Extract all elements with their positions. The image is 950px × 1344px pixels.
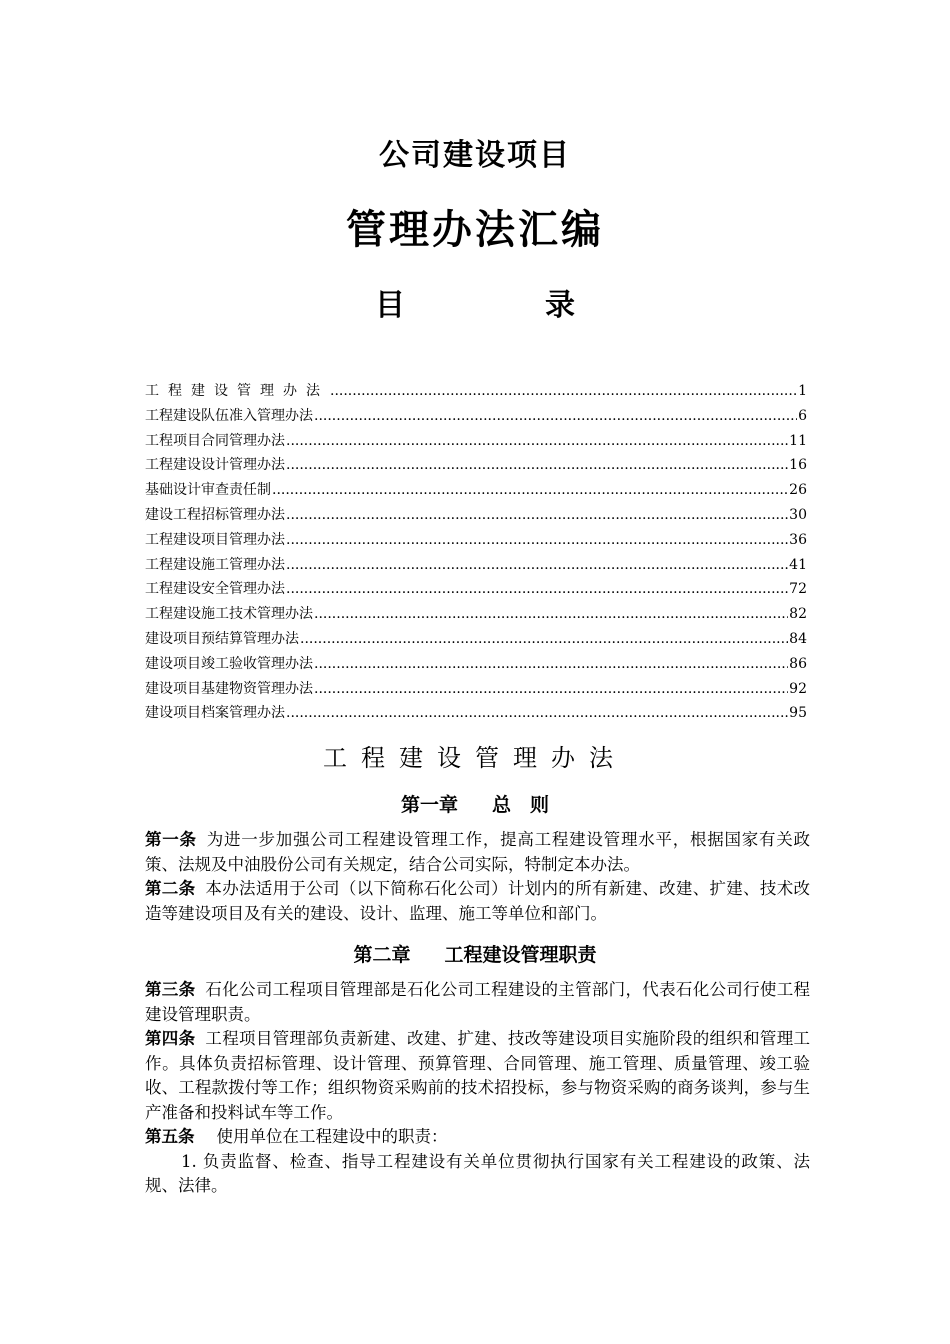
toc-entry-page: 84 bbox=[789, 630, 807, 647]
toc-entry[interactable] bbox=[145, 652, 807, 677]
toc-leader-dots bbox=[314, 602, 788, 627]
toc-entry[interactable] bbox=[145, 627, 807, 652]
article-paragraph bbox=[145, 877, 810, 926]
toc-entry[interactable] bbox=[145, 553, 807, 578]
toc-heading-char1: 目 bbox=[375, 288, 405, 323]
toc-heading bbox=[0, 280, 950, 323]
chapter-heading-1 bbox=[0, 790, 950, 817]
toc-entry[interactable] bbox=[145, 503, 807, 528]
toc-entry-page: 26 bbox=[789, 482, 807, 499]
toc-leader-dots bbox=[272, 478, 788, 503]
toc-entry-page: 36 bbox=[789, 531, 807, 548]
article-text: 为进一步加强公司工程建设管理工作，提高工程建设管理水平，根据国家有关政策、法规及中油股份公司有关规定，结合公司实际，特制定本办法。 bbox=[145, 830, 811, 874]
toc-leader-dots bbox=[330, 379, 797, 404]
toc-entry-page: 72 bbox=[789, 581, 807, 598]
toc-entry-title: 工程建设施工管理办法 bbox=[145, 556, 285, 573]
numbered-item: 1. 负责监督、检查、指导工程建设有关单位贯彻执行国家有关工程建设的政策、法规、法律。 bbox=[145, 1151, 810, 1195]
toc-entry[interactable] bbox=[145, 453, 807, 478]
toc-entry[interactable] bbox=[145, 677, 807, 702]
article-paragraph bbox=[145, 1027, 810, 1125]
toc-entry[interactable] bbox=[145, 379, 807, 404]
toc-leader-dots bbox=[286, 528, 788, 553]
toc-entry-title: 工程建设队伍准入管理办法 bbox=[145, 407, 313, 424]
toc-entry[interactable] bbox=[145, 602, 807, 627]
article-paragraph bbox=[145, 978, 810, 1027]
chapter-2-body bbox=[145, 978, 810, 1199]
chapter-name: 工程建设管理职责 bbox=[444, 944, 597, 966]
toc-entry-title: 工程建设安全管理办法 bbox=[145, 581, 285, 598]
toc-entry-page: 95 bbox=[789, 705, 807, 722]
toc-leader-dots bbox=[286, 701, 788, 726]
chapter-heading-2 bbox=[0, 940, 950, 967]
chapter-name: 总 则 bbox=[492, 794, 550, 816]
toc-entry-page: 6 bbox=[798, 407, 807, 424]
toc-entry-title: 工程建设设计管理办法 bbox=[145, 457, 285, 474]
toc-entry-title: 建设项目竣工验收管理办法 bbox=[145, 655, 313, 672]
toc-entry-title: 建设工程招标管理办法 bbox=[145, 506, 285, 523]
toc-leader-dots bbox=[286, 453, 788, 478]
toc-entry-page: 11 bbox=[789, 432, 807, 449]
article-text: 本办法适用于公司（以下简称石化公司）计划内的所有新建、改建、扩建、技术改造等建设项目及有关的建设、设计、监理、施工等单位和部门。 bbox=[145, 879, 811, 923]
chapter-1-body bbox=[145, 828, 810, 926]
chapter-number: 第二章 bbox=[353, 944, 411, 966]
article-paragraph bbox=[145, 1125, 810, 1150]
toc-leader-dots bbox=[300, 627, 788, 652]
toc-entry[interactable] bbox=[145, 701, 807, 726]
toc-entry-title: 工程建设施工技术管理办法 bbox=[145, 606, 313, 623]
table-of-contents bbox=[145, 379, 807, 726]
toc-leader-dots bbox=[314, 404, 797, 429]
chapter-number: 第一章 bbox=[400, 794, 458, 816]
article-label: 第四条 bbox=[145, 1029, 196, 1048]
article-text: 石化公司工程项目管理部是石化公司工程建设的主管部门，代表石化公司行使工程建设管理职责。 bbox=[145, 980, 811, 1024]
toc-leader-dots bbox=[286, 503, 788, 528]
article-label: 第一条 bbox=[145, 830, 197, 849]
toc-entry-title: 工程项目合同管理办法 bbox=[145, 432, 285, 449]
article-text: 使用单位在工程建设中的职责： bbox=[216, 1127, 448, 1146]
toc-entry[interactable] bbox=[145, 429, 807, 454]
article-paragraph bbox=[145, 828, 810, 877]
toc-entry-page: 16 bbox=[789, 457, 807, 474]
toc-entry-title: 建设项目预结算管理办法 bbox=[145, 630, 299, 647]
toc-entry-page: 1 bbox=[798, 383, 807, 399]
toc-heading-char2: 录 bbox=[545, 288, 575, 323]
article-label: 第三条 bbox=[145, 980, 196, 999]
toc-leader-dots bbox=[314, 677, 788, 702]
toc-leader-dots bbox=[314, 652, 788, 677]
toc-entry[interactable] bbox=[145, 528, 807, 553]
toc-entry-title: 建设项目基建物资管理办法 bbox=[145, 680, 313, 697]
toc-entry[interactable] bbox=[145, 577, 807, 602]
toc-entry[interactable] bbox=[145, 478, 807, 503]
toc-entry-page: 86 bbox=[789, 655, 807, 672]
toc-entry-title: 基础设计审查责任制 bbox=[145, 482, 271, 499]
section-title: 工程建设管理办法 bbox=[323, 744, 627, 772]
toc-entry-page: 30 bbox=[789, 506, 807, 523]
toc-leader-dots bbox=[286, 429, 788, 454]
toc-entry-page: 92 bbox=[789, 680, 807, 697]
toc-entry-title: 工程建设管理办法 bbox=[145, 383, 329, 399]
article-label: 第二条 bbox=[145, 879, 196, 898]
toc-leader-dots bbox=[286, 553, 788, 578]
toc-entry-page: 41 bbox=[789, 556, 807, 573]
toc-leader-dots bbox=[286, 577, 788, 602]
toc-entry-title: 工程建设项目管理办法 bbox=[145, 531, 285, 548]
article-text: 工程项目管理部负责新建、改建、扩建、技改等建设项目实施阶段的组织和管理工作。具体负责招标管理、设计管理、预算管理、合同管理、施工管理、质量管理、竣工验收、工程款拨付等工作；组织物资采购前的技术招投标，参与物资采购的商务谈判，参与生产准备和投料试车等工作。 bbox=[145, 1029, 811, 1122]
toc-entry-title: 建设项目档案管理办法 bbox=[145, 705, 285, 722]
toc-entry[interactable] bbox=[145, 404, 807, 429]
document-title-line2: 管理办法汇编 bbox=[346, 207, 604, 253]
toc-entry-page: 82 bbox=[789, 606, 807, 623]
document-title-line1: 公司建设项目 bbox=[379, 138, 571, 173]
article-label: 第五条 bbox=[145, 1127, 195, 1146]
